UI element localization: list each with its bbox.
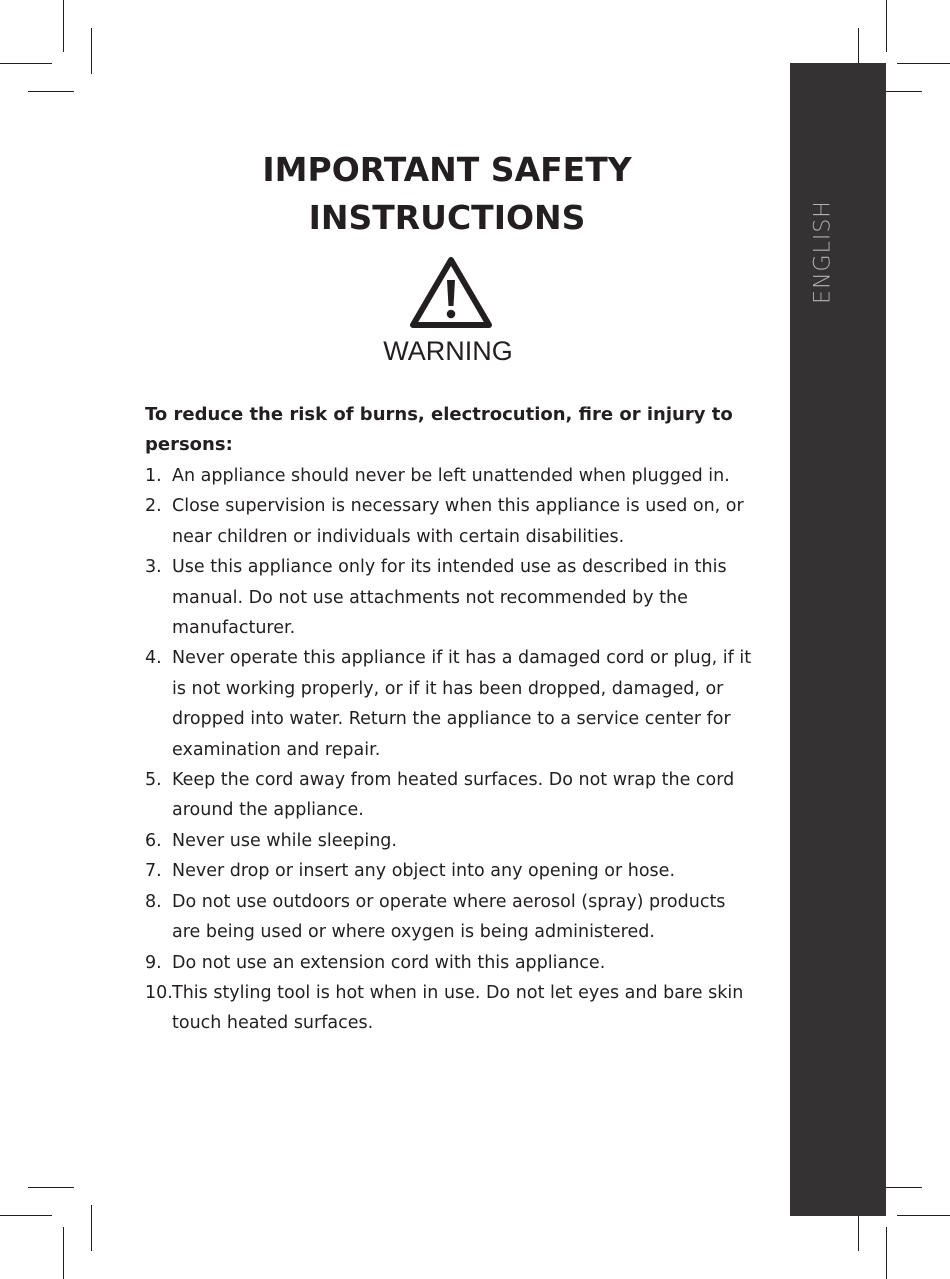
instruction-text: Use this appliance only for its intended use as described in this manual. Do not use attachments not recommended by the manufacturer. (172, 557, 727, 639)
instruction-item (145, 978, 755, 1039)
instruction-text: Keep the cord away from heated surfaces. Do not wrap the cord around the appliance. (172, 770, 735, 821)
instruction-number: 2. (145, 496, 162, 517)
instruction-text: Never use while sleeping. (172, 830, 397, 851)
instruction-number: 8. (145, 891, 162, 912)
crop-mark (28, 91, 74, 92)
instruction-number: 9. (145, 952, 162, 973)
page-title-line: INSTRUCTIONS (308, 198, 586, 237)
instruction-number: 6. (145, 830, 162, 851)
instruction-item (145, 491, 755, 552)
instruction-item (145, 826, 755, 856)
crop-mark (63, 0, 64, 52)
intro-text: To reduce the risk of burns, electrocution, fire or injury to persons: (145, 404, 733, 455)
instruction-number: 5. (145, 770, 162, 791)
instruction-number: 7. (145, 861, 162, 882)
instruction-number: 1. (145, 466, 162, 486)
instruction-text: Do not use outdoors or operate where aerosol (spray) products are being used or where oxygen is being administered. (172, 891, 726, 943)
crop-mark (63, 1227, 64, 1279)
instruction-item (145, 765, 755, 826)
warning-label: WARNING (383, 336, 513, 366)
instruction-list (145, 461, 755, 1039)
instruction-item (145, 552, 755, 643)
page-title-line: IMPORTANT SAFETY (262, 150, 632, 189)
instruction-text: Do not use an extension cord with this appliance. (172, 952, 606, 973)
instruction-item (145, 461, 755, 491)
instruction-item (145, 948, 755, 978)
instruction-number: 10. (145, 982, 173, 1003)
crop-mark (91, 28, 92, 74)
instruction-text: This styling tool is hot when in use. Do not let eyes and bare skin touch heated surfaces. (172, 982, 744, 1034)
instruction-item (145, 856, 755, 886)
instruction-text: An appliance should never be left unattended when plugged in. (172, 466, 730, 486)
instruction-number: 4. (145, 648, 162, 669)
instruction-text: Never operate this appliance if it has a damaged cord or plug, if it is not working properly, or if it has been dropped, damaged, or dropped into water. Return the appliance to a service center for examination and repair. (172, 648, 752, 760)
crop-mark (0, 1215, 52, 1216)
page-title (190, 146, 704, 242)
instruction-number: 3. (145, 557, 162, 578)
crop-mark (0, 63, 52, 64)
crop-mark (91, 1205, 92, 1251)
instruction-item (145, 887, 755, 948)
instruction-text: Close supervision is necessary when this appliance is used on, or near children or individuals with certain disabilities. (172, 496, 744, 547)
instruction-text: Never drop or insert any object into any opening or hose. (172, 861, 676, 882)
crop-mark (897, 63, 950, 64)
crop-mark (886, 0, 887, 52)
crop-mark (886, 1227, 887, 1279)
crop-mark (28, 1187, 74, 1188)
instruction-item (145, 643, 755, 765)
language-tab-label: ENGLISH (810, 200, 836, 304)
warning-triangle-icon (408, 254, 494, 330)
language-tab (790, 63, 886, 1216)
crop-mark (897, 1215, 950, 1216)
